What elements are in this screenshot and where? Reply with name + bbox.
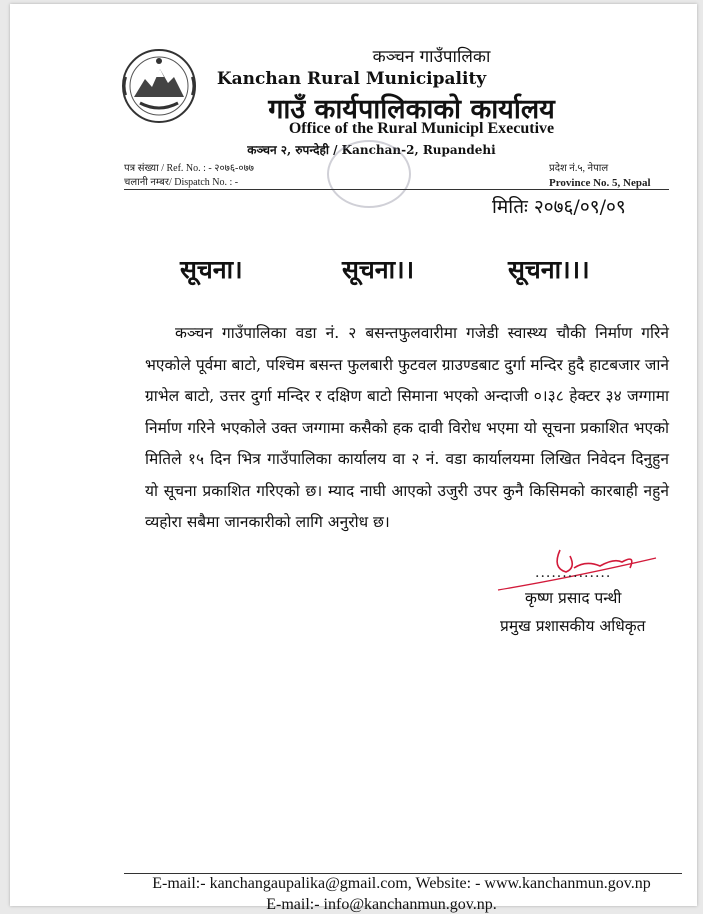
notice-title-2: सूचना।। <box>342 255 415 284</box>
reference-block <box>124 162 254 190</box>
footer-contact-line-2: E-mail:- info@kanchanmun.gov.np. <box>266 896 497 913</box>
notice-paragraph: कञ्चन गाउँपालिका वडा नं. २ बसन्तफुलवारीमा गजेडी स्वास्थ्य चौकी निर्माण गरिने भएकोले पूर्वमा बाटो, पश्चिम बसन्त फुलबारी फुटवल ग्राउण्डबाट दुर्गा मन्दिर हुदै हाटबजार जाने ग्राभेल बाटो, उत्तर दुर्गा मन्दिर र दक्षिण बाटो सिमाना भएको अन्दाजी ०।३८ हेक्टर ३४ जग्गामा निर्माण गरिने भएकोले उक्त जग्गामा कसैको हक दावी विरोध भएमा यो सूचना प्रकाशित भएको मितिले १५ दिन भित्र गाउँपालिका कार्यालय वा २ नं. वडा कार्यालयमा लिखित निवेदन दिनुहुन यो सूचना प्रकाशित गरिएको छ। म्याद नाघी आएको उजुरी उपर कुनै किसिमको कारबाही नहुने व्यहोरा सबैमा जानकारीको लागि अनुरोध छ। <box>145 324 669 531</box>
header-divider <box>124 189 669 190</box>
footer-contact-line-1: E-mail:- kanchangaupalika@gmail.com, Website: - www.kanchanmun.gov.np <box>152 875 651 892</box>
notice-title-1: सूचना। <box>180 255 243 284</box>
notice-body <box>145 318 669 539</box>
province-block <box>549 162 669 191</box>
municipality-name-nepali: कञ्चन गाउँपालिका <box>372 47 491 67</box>
office-name-nepali: गाउँ कार्यपालिकाको कार्यालय <box>268 94 555 125</box>
office-stamp <box>327 140 411 208</box>
province-english: Province No. 5, Nepal <box>549 177 651 189</box>
signature-line: .............. <box>535 565 612 581</box>
office-address: कञ्चन २, रुपन्देही / Kanchan-2, Rupandehi <box>247 143 496 157</box>
dispatch-number: चलानी नम्बर/ Dispatch No. : - <box>124 177 239 188</box>
notice-title-3: सूचना।।। <box>508 255 590 284</box>
signatory-name: कृष्ण प्रसाद पन्थी <box>525 589 622 607</box>
province-nepali: प्रदेश नं.५, नेपाल <box>549 163 609 174</box>
ref-number: पत्र संख्या / Ref. No. : - २०७६-०७७ <box>124 163 254 174</box>
municipality-name-english: Kanchan Rural Municipality <box>216 69 487 89</box>
signatory-title: प्रमुख प्रशासकीय अधिकृत <box>500 617 646 635</box>
office-name-english: Office of the Rural Municipl Executive <box>288 120 555 137</box>
footer-divider <box>124 873 682 874</box>
notice-date: मितिः २०७६/०९/०९ <box>492 196 626 218</box>
